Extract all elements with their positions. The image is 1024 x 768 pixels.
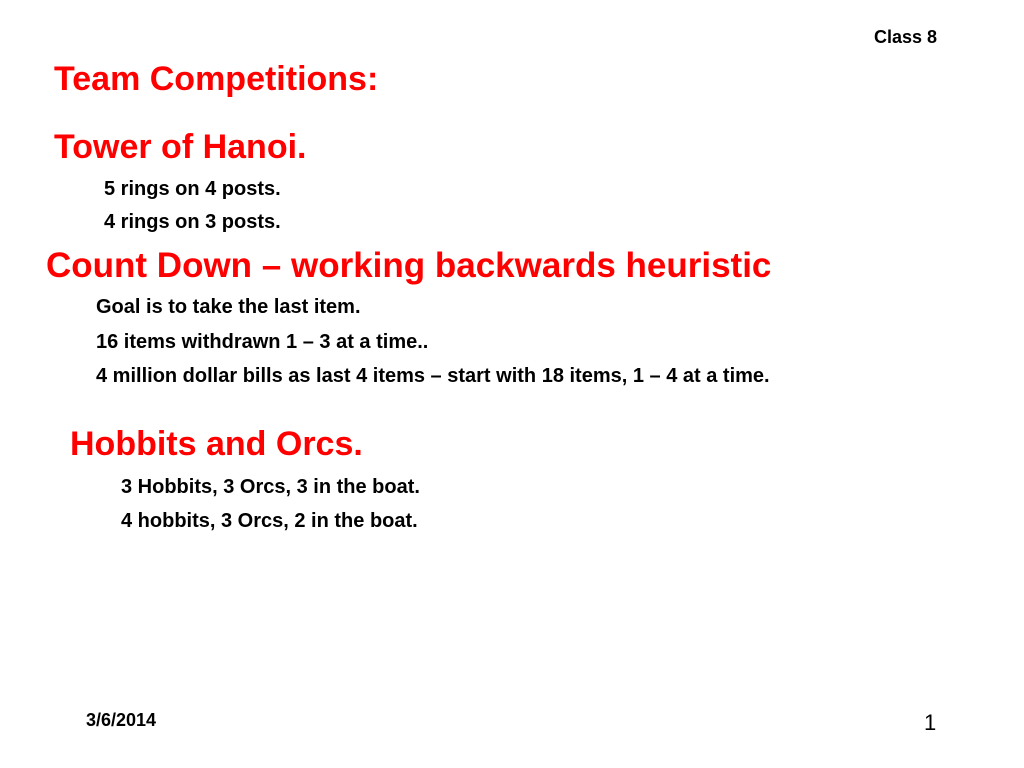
- list-item: 4 hobbits, 3 Orcs, 2 in the boat.: [121, 510, 418, 532]
- list-item: 5 rings on 4 posts.: [104, 178, 281, 200]
- section-heading-hobbits-and-orcs: Hobbits and Orcs.: [70, 425, 363, 463]
- footer-date: 3/6/2014: [86, 710, 157, 730]
- class-label: Class 8: [874, 27, 938, 47]
- list-item: 4 rings on 3 posts.: [104, 211, 281, 233]
- list-item: 4 million dollar bills as last 4 items – start with 18 items, 1 – 4 at a time.: [96, 365, 770, 387]
- list-item: 3 Hobbits, 3 Orcs, 3 in the boat.: [121, 476, 420, 498]
- slide-title: Team Competitions:: [54, 60, 379, 98]
- section-heading-tower-of-hanoi: Tower of Hanoi.: [54, 128, 307, 166]
- list-item: 16 items withdrawn 1 – 3 at a time..: [96, 331, 429, 353]
- page-number: 1: [924, 710, 937, 735]
- section-heading-count-down: Count Down – working backwards heuristic: [46, 246, 772, 285]
- list-item: Goal is to take the last item.: [96, 296, 361, 318]
